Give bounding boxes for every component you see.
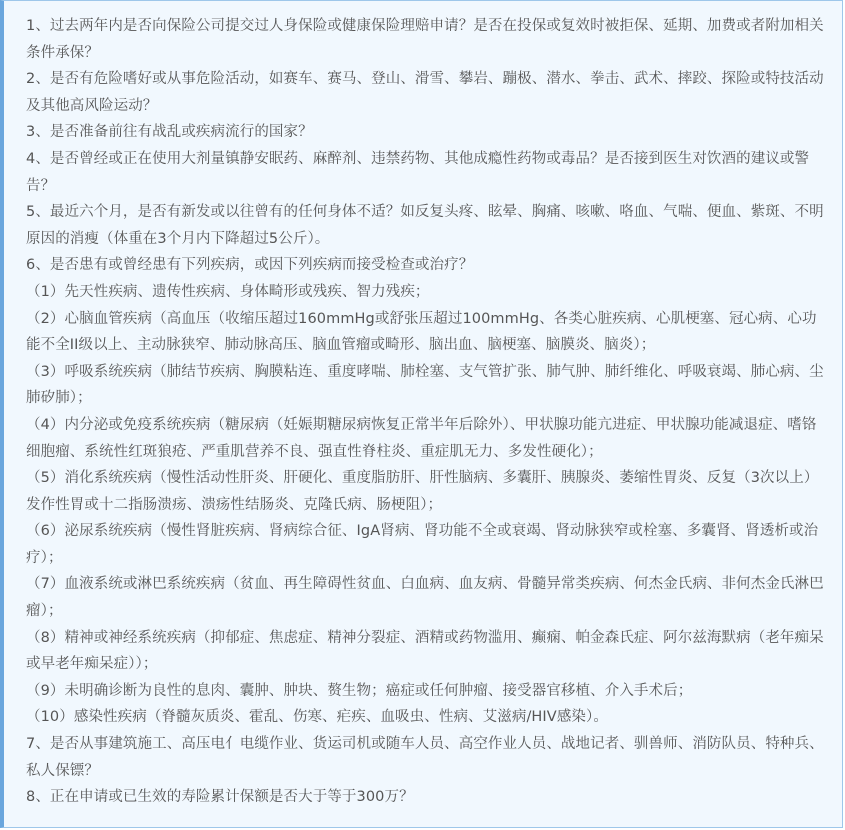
question-5: 5、最近六个月，是否有新发或以往曾有的任何身体不适？如反复头疼、眩晕、胸痛、咳嗽、咯血、气喘、便血、紫斑、不明原因的消瘦（体重在3个月内下降超过5公斤）。	[26, 204, 824, 247]
sub-item-2: （2）心脑血管疾病（高血压（收缩压超过160mmHg或舒张压超过100mmHg、各类心脏疾病、心肌梗塞、冠心病、心功能不全II级以上、主动脉狭窄、肺动脉高压、脑血管瘤或畸形、脑出血、脑梗塞、脑膜炎、脑炎）；	[26, 310, 817, 354]
sub-item-4: （4）内分泌或免疫系统疾病（糖尿病（妊娠期糖尿病恢复正常半年后除外）、甲状腺功能亢进症、甲状腺功能减退症、嗜铬细胞瘤、系统性红斑狼疮、严重肌营养不良、强直性脊柱炎、重症肌无力、多发性硬化）；	[26, 416, 817, 460]
question-4: 4、是否曾经或正在使用大剂量镇静安眠药、麻醉剂、违禁药物、其他成瘾性药物或毒品？是否接到医生对饮酒的建议或警告？	[26, 150, 810, 194]
sub-item-10: （10）感染性疾病（脊髓灰质炎、霍乱、伤寒、疟疾、血吸虫、性病、艾滋病/HIV感染）。	[26, 709, 608, 726]
sub-item-5: （5）消化系统疾病（慢性活动性肝炎、肝硬化、重度脂肪肝、肝性脑病、多囊肝、胰腺炎、萎缩性胃炎、反复（3次以上）发作性胃或十二指肠溃疡、溃疡性结肠炎、克隆氏病、肠梗阻）；	[26, 470, 819, 513]
sub-item-6: （6）泌尿系统疾病（慢性肾脏疾病、肾病综合征、IgA肾病、肾功能不全或衰竭、肾动脉狭窄或栓塞、多囊肾、肾透析或治疗）；	[26, 523, 819, 566]
sub-item-9: （9）未明确诊断为良性的息肉、囊肿、肿块、赘生物；癌症或任何肿瘤、接受器官移植、介入手术后；	[26, 682, 693, 699]
sub-item-8: （8）精神或神经系统疾病（抑郁症、焦虑症、精神分裂症、酒精或药物滥用、癫痫、帕金森氏症、阿尔兹海默病（老年痴呆或早老年痴呆症））；	[26, 629, 824, 673]
sub-item-3: （3）呼吸系统疾病（肺结节疾病、胸膜粘连、重度哮喘、肺栓塞、支气管扩张、肺气肿、肺纤维化、呼吸衰竭、肺心病、尘肺矽肺）；	[26, 363, 824, 407]
question-2: 2、是否有危险嗜好或从事危险活动，如赛车、赛马、登山、滑雪、攀岩、蹦极、潜水、拳击、武术、摔跤、探险或特技活动及其他高风险运动？	[26, 71, 824, 114]
question-3: 3、是否准备前往有战乱或疾病流行的国家？	[26, 124, 313, 141]
question-8: 8、正在申请或已生效的寿险累计保额是否大于等于300万？	[26, 789, 414, 806]
sub-item-1: （1）先天性疾病、遗传性疾病、身体畸形或残疾、智力残疾；	[26, 283, 430, 300]
question-1: 1、过去两年内是否向保险公司提交过人身保险或健康保险理赔申请？是否在投保或复效时被拒保、延期、加费或者附加相关条件承保？	[26, 18, 824, 61]
question-6: 6、是否患有或曾经患有下列疾病，或因下列疾病而接受检查或治疗？	[26, 257, 474, 274]
sub-item-7: （7）血液系统或淋巴系统疾病（贫血、再生障碍性贫血、白血病、血友病、骨髓异常类疾病、何杰金氏病、非何杰金氏淋巴瘤）；	[26, 576, 824, 620]
question-7: 7、是否从事建筑施工、高压电⺅电缆作业、货运司机或随车人员、高空作业人员、战地记者、驯兽师、消防队员、特种兵、私人保镖？	[26, 736, 824, 779]
